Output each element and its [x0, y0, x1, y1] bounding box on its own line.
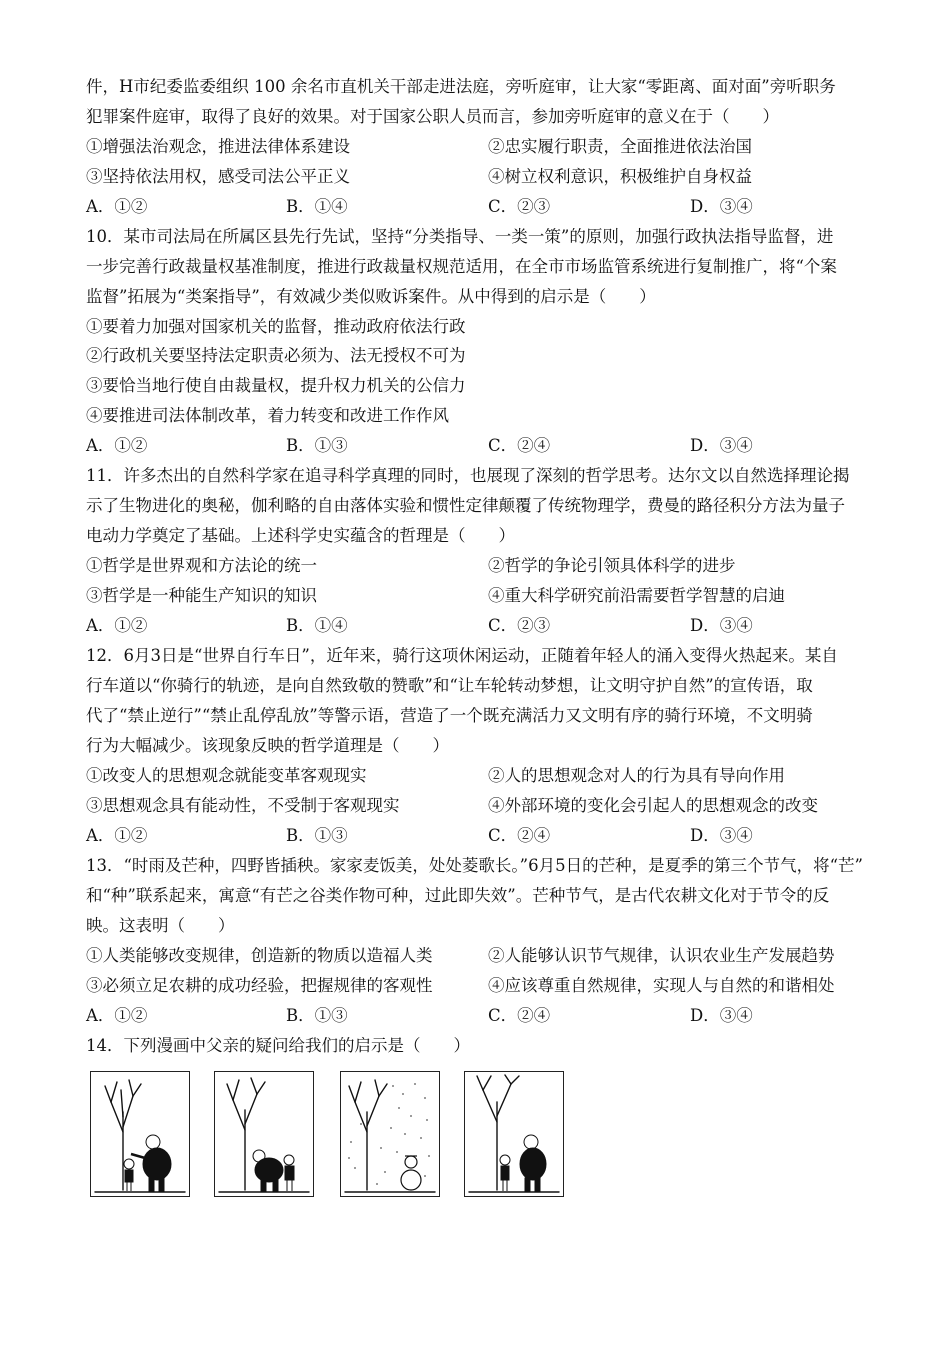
comic-strip — [90, 1071, 570, 1199]
q11-answer-b[interactable]: B．①④ — [286, 616, 348, 635]
q12-options-row-2 — [86, 795, 886, 817]
q10-stem-line-3: 监督”拓展为“类案指导”，有效减少类似败诉案件。从中得到的启示是（ ） — [86, 287, 656, 306]
q9-answer-b[interactable]: B．①④ — [286, 197, 348, 216]
q11-answer-d[interactable]: D．③④ — [690, 616, 753, 635]
q12-option-2: ②人的思想观念对人的行为具有导向作用 — [488, 766, 785, 785]
q13-option-3: ③必须立足农耕的成功经验，把握规律的客观性 — [86, 976, 433, 995]
q12-options-row-1 — [86, 765, 886, 787]
q9-answer-d[interactable]: D．③④ — [690, 197, 753, 216]
q9-option-2: ②忠实履行职责，全面推进依法治国 — [488, 137, 752, 156]
q12-answer-d[interactable]: D．③④ — [690, 826, 753, 845]
q9-answer-c[interactable]: C．②③ — [488, 197, 551, 216]
q11-options-row-2 — [86, 585, 886, 607]
comic-panel-3-drawing — [341, 1072, 439, 1196]
comic-panel-1-drawing — [91, 1072, 189, 1196]
q11-answer-c[interactable]: C．②③ — [488, 616, 551, 635]
q13-option-1: ①人类能够改变规律，创造新的物质以造福人类 — [86, 946, 433, 965]
q11-options-row-1 — [86, 555, 886, 577]
q12-stem-line-2: 行车道以“你骑行的轨迹，是向自然致敬的赞歌”和“让车轮转动梦想，让文明守护自然”的宣传语，取 — [86, 676, 813, 695]
q13-stem-line-1: 13．“时雨及芒种，四野皆插秧。家家麦饭美，处处菱歌长。”6月5日的芒种，是夏季的第三个节气，将“芒” — [86, 856, 863, 875]
q12-stem-line-3: 代了“禁止逆行”“禁止乱停乱放”等警示语，营造了一个既充满活力又文明有序的骑行环境，不文明骑 — [86, 706, 813, 725]
q9-answer-a[interactable]: A．①② — [86, 197, 148, 216]
comic-panel-4 — [464, 1071, 564, 1197]
q13-options-row-1 — [86, 945, 886, 967]
comic-panel-3 — [340, 1071, 440, 1197]
q13-option-2: ②人能够认识节气规律，认识农业生产发展趋势 — [488, 946, 835, 965]
q11-option-2: ②哲学的争论引领具体科学的进步 — [488, 556, 736, 575]
q13-answer-a[interactable]: A．①② — [86, 1006, 148, 1025]
q12-answers — [86, 825, 886, 847]
q9-stem-line-1: 件，H市纪委监委组织 100 余名市直机关干部走进法庭，旁听庭审，让大家“零距离、面对面”旁听职务 — [86, 77, 836, 96]
q11-answer-a[interactable]: A．①② — [86, 616, 148, 635]
q13-stem-line-2: 和“种”联系起来，寓意“有芒之谷类作物可种，过此即失效”。芒种节气，是古代农耕文化对于节令的反 — [86, 886, 830, 905]
q9-answers — [86, 196, 886, 218]
q12-option-3: ③思想观念具有能动性，不受制于客观现实 — [86, 796, 400, 815]
q13-answer-b[interactable]: B．①③ — [286, 1006, 348, 1025]
q11-option-3: ③哲学是一种能生产知识的知识 — [86, 586, 317, 605]
q10-option-3: ③要恰当地行使自由裁量权，提升权力机关的公信力 — [86, 376, 466, 395]
q11-stem-line-1: 11．许多杰出的自然科学家在追寻科学真理的同时，也展现了深刻的哲学思考。达尔文以自然选择理论揭 — [86, 466, 850, 485]
q9-option-4: ④树立权利意识，积极维护自身权益 — [488, 167, 752, 186]
q10-option-1: ①要着力加强对国家机关的监督，推动政府依法行政 — [86, 317, 466, 336]
q13-answer-c[interactable]: C．②④ — [488, 1006, 551, 1025]
q9-options-row-1 — [86, 136, 886, 158]
q10-stem-line-2: 一步完善行政裁量权基准制度，推进行政裁量权规范适用，在全市市场监管系统进行复制推广，将“个案 — [86, 257, 837, 276]
q10-answer-c[interactable]: C．②④ — [488, 436, 551, 455]
q9-option-1: ①增强法治观念，推进法律体系建设 — [86, 137, 350, 156]
q11-stem-line-3: 电动力学奠定了基础。上述科学史实蕴含的哲理是（ ） — [86, 526, 515, 545]
q11-answers — [86, 615, 886, 637]
q12-answer-c[interactable]: C．②④ — [488, 826, 551, 845]
q14-stem-line-1: 14．下列漫画中父亲的疑问给我们的启示是（ ） — [86, 1036, 470, 1055]
q12-answer-a[interactable]: A．①② — [86, 826, 148, 845]
q10-answers — [86, 435, 886, 457]
q10-option-4: ④要推进司法体制改革，着力转变和改进工作作风 — [86, 406, 449, 425]
comic-panel-4-drawing — [465, 1072, 563, 1196]
comic-panel-1 — [90, 1071, 190, 1197]
q11-stem-line-2: 示了生物进化的奥秘，伽利略的自由落体实验和惯性定律颠覆了传统物理学，费曼的路径积分方法为量子 — [86, 496, 845, 515]
q13-answers — [86, 1005, 886, 1027]
comic-panel-2-drawing — [215, 1072, 313, 1196]
q12-answer-b[interactable]: B．①③ — [286, 826, 348, 845]
q10-answer-b[interactable]: B．①③ — [286, 436, 348, 455]
comic-panel-2 — [214, 1071, 314, 1197]
q13-option-4: ④应该尊重自然规律，实现人与自然的和谐相处 — [488, 976, 835, 995]
q9-option-3: ③坚持依法用权，感受司法公平正义 — [86, 167, 350, 186]
q10-option-2: ②行政机关要坚持法定职责必须为、法无授权不可为 — [86, 346, 466, 365]
q10-stem-line-1: 10．某市司法局在所属区县先行先试，坚持“分类指导、一类一策”的原则，加强行政执法指导监督，进 — [86, 227, 834, 246]
q12-option-1: ①改变人的思想观念就能变革客观现实 — [86, 766, 367, 785]
q10-answer-d[interactable]: D．③④ — [690, 436, 753, 455]
q13-options-row-2 — [86, 975, 886, 997]
q13-answer-d[interactable]: D．③④ — [690, 1006, 753, 1025]
q13-stem-line-3: 映。这表明（ ） — [86, 916, 235, 935]
q12-option-4: ④外部环境的变化会引起人的思想观念的改变 — [488, 796, 818, 815]
q12-stem-line-1: 12．6月3日是“世界自行车日”，近年来，骑行这项休闲运动，正随着年轻人的涌入变得火热起来。某自 — [86, 646, 838, 665]
q11-option-1: ①哲学是世界观和方法论的统一 — [86, 556, 317, 575]
q9-stem-line-2: 犯罪案件庭审，取得了良好的效果。对于国家公职人员而言，参加旁听庭审的意义在于（ ） — [86, 107, 779, 126]
q12-stem-line-4: 行为大幅减少。该现象反映的哲学道理是（ ） — [86, 736, 449, 755]
q10-answer-a[interactable]: A．①② — [86, 436, 148, 455]
q11-option-4: ④重大科学研究前沿需要哲学智慧的启迪 — [488, 586, 785, 605]
q9-options-row-2 — [86, 166, 886, 188]
